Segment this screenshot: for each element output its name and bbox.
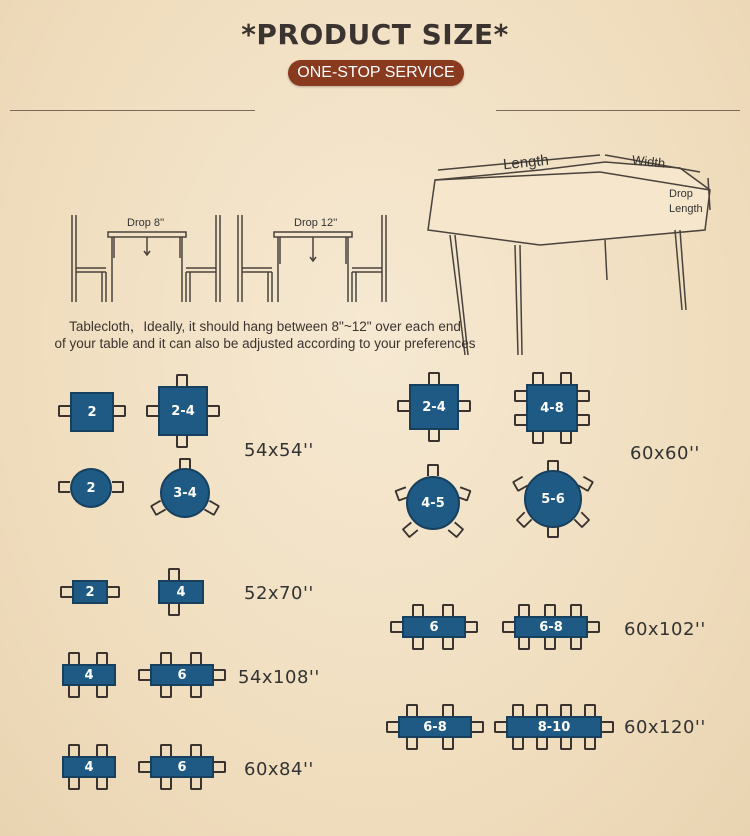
drop-label: Drop — [669, 188, 693, 200]
chair-icon — [96, 744, 108, 756]
table-round-4-5 — [394, 464, 472, 542]
size-52x70: 52x70'' — [244, 583, 314, 604]
chair-icon — [406, 738, 418, 750]
width-label: Width — [631, 152, 666, 171]
length-label: Length — [502, 151, 550, 174]
chair-icon — [518, 604, 530, 616]
chair-icon — [214, 761, 226, 773]
chair-icon — [570, 638, 582, 650]
chair-icon — [114, 405, 126, 417]
chair-icon — [96, 652, 108, 664]
chair-icon — [544, 604, 556, 616]
chair-icon — [146, 405, 158, 417]
chair-icon — [442, 638, 454, 650]
chair-icon — [386, 721, 398, 733]
table-seat-count: 4 — [158, 580, 204, 604]
table-seat-count: 6 — [402, 616, 466, 638]
size-54x54: 54x54'' — [244, 440, 314, 461]
table-square-2 — [58, 392, 128, 432]
chair-icon — [160, 778, 172, 790]
chair-icon — [466, 621, 478, 633]
table-seat-count: 8-10 — [506, 716, 602, 738]
table-seat-count: 3-4 — [160, 468, 210, 518]
table-long-6-right — [390, 604, 480, 650]
chair-icon — [578, 414, 590, 426]
chair-icon — [428, 430, 440, 442]
chair-icon — [168, 604, 180, 616]
size-60x102: 60x102'' — [624, 619, 706, 640]
chair-icon — [570, 604, 582, 616]
size-54x108: 54x108'' — [238, 667, 320, 688]
chair-icon — [442, 604, 454, 616]
table-seat-count: 6 — [150, 664, 214, 686]
chair-icon — [560, 432, 572, 444]
chair-icon — [584, 738, 596, 750]
table-seat-count: 4-8 — [526, 384, 578, 432]
chair-icon — [112, 481, 124, 493]
chair-icon — [602, 721, 614, 733]
table-seat-count: 2 — [70, 392, 114, 432]
table-seat-count: 6-8 — [398, 716, 472, 738]
chair-icon — [208, 405, 220, 417]
chair-icon — [60, 586, 72, 598]
page-title: *PRODUCT SIZE* — [241, 18, 509, 51]
chair-icon — [578, 390, 590, 402]
chair-icon — [96, 778, 108, 790]
table-seat-count: 6-8 — [514, 616, 588, 638]
chair-icon — [428, 372, 440, 384]
chair-icon — [412, 604, 424, 616]
chair-icon — [494, 721, 506, 733]
chair-icon — [176, 374, 188, 386]
chair-icon — [560, 704, 572, 716]
table-round-2 — [58, 468, 128, 508]
table-long-4b — [62, 744, 116, 790]
table-round-5-6 — [512, 460, 594, 540]
chair-icon — [214, 669, 226, 681]
chair-icon — [472, 721, 484, 733]
chair-icon — [168, 568, 180, 580]
chair-icon — [514, 390, 526, 402]
caption — [20, 318, 510, 352]
caption-line-2: of your table and it can also be adjusted according to your preferences — [54, 336, 476, 351]
chair-icon — [138, 669, 150, 681]
table-seat-count: 2-4 — [409, 384, 459, 430]
table-seat-count: 4 — [62, 756, 116, 778]
table-long-6-8b — [386, 704, 484, 750]
table-seat-count: 4-5 — [406, 476, 460, 530]
table-seat-count: 5-6 — [524, 470, 582, 528]
chair-icon — [547, 526, 559, 538]
table-square-2-4 — [146, 374, 220, 450]
table-rect-4 — [158, 568, 204, 616]
drop-12-label: Drop 12'' — [294, 217, 338, 229]
chair-icon — [68, 686, 80, 698]
size-60x60: 60x60'' — [630, 443, 700, 464]
chair-icon — [397, 400, 409, 412]
chair-icon — [427, 464, 439, 476]
table-seat-count: 2 — [72, 580, 108, 604]
divider-left — [10, 110, 255, 111]
chair-icon — [544, 638, 556, 650]
chair-icon — [536, 738, 548, 750]
chair-icon — [58, 405, 70, 417]
chair-icon — [138, 761, 150, 773]
chair-icon — [58, 481, 70, 493]
chair-icon — [442, 738, 454, 750]
chair-icon — [518, 638, 530, 650]
chair-icon — [68, 778, 80, 790]
chair-icon — [406, 704, 418, 716]
chair-icon — [160, 686, 172, 698]
table-seat-count: 2 — [70, 468, 112, 508]
chair-icon — [532, 432, 544, 444]
table-rect-2 — [60, 580, 120, 604]
chair-icon — [584, 704, 596, 716]
chair-icon — [560, 372, 572, 384]
chair-icon — [390, 621, 402, 633]
chair-icon — [160, 652, 172, 664]
table-seat-count: 4 — [62, 664, 116, 686]
table-long-6b — [138, 744, 228, 790]
chair-icon — [512, 704, 524, 716]
drop-8-label: Drop 8'' — [127, 217, 165, 229]
caption-line-1: Tablecloth，Ideally, it should hang between 8"~12" over each end — [69, 319, 461, 334]
chair-icon — [96, 686, 108, 698]
chair-icon — [514, 414, 526, 426]
chair-icon — [442, 704, 454, 716]
chair-icon — [68, 744, 80, 756]
chair-icon — [536, 704, 548, 716]
service-badge: ONE-STOP SERVICE — [288, 60, 464, 86]
divider-right — [496, 110, 740, 111]
table-square-2-4-right — [397, 372, 471, 442]
chair-icon — [190, 744, 202, 756]
chair-icon — [560, 738, 572, 750]
chair-icon — [412, 638, 424, 650]
chair-icon — [512, 738, 524, 750]
table-round-3-4 — [150, 458, 220, 520]
chair-icon — [532, 372, 544, 384]
chair-icon — [190, 652, 202, 664]
chair-icon — [448, 522, 465, 539]
table-seat-count: 2-4 — [158, 386, 208, 436]
chair-icon — [459, 400, 471, 412]
table-square-4-8 — [514, 372, 590, 444]
size-60x120: 60x120'' — [624, 717, 706, 738]
chair-icon — [160, 744, 172, 756]
chair-icon — [108, 586, 120, 598]
table-long-4 — [62, 652, 116, 698]
chair-icon — [176, 436, 188, 448]
table-seat-count: 6 — [150, 756, 214, 778]
size-60x84: 60x84'' — [244, 759, 314, 780]
table-long-6-8 — [502, 604, 600, 650]
drop-illustration — [60, 210, 400, 310]
chair-icon — [588, 621, 600, 633]
drop-length-label: Length — [669, 203, 703, 215]
chair-icon — [190, 778, 202, 790]
table-long-6 — [138, 652, 228, 698]
chair-icon — [502, 621, 514, 633]
chair-icon — [68, 652, 80, 664]
table-long-8-10 — [494, 704, 614, 750]
chair-icon — [190, 686, 202, 698]
